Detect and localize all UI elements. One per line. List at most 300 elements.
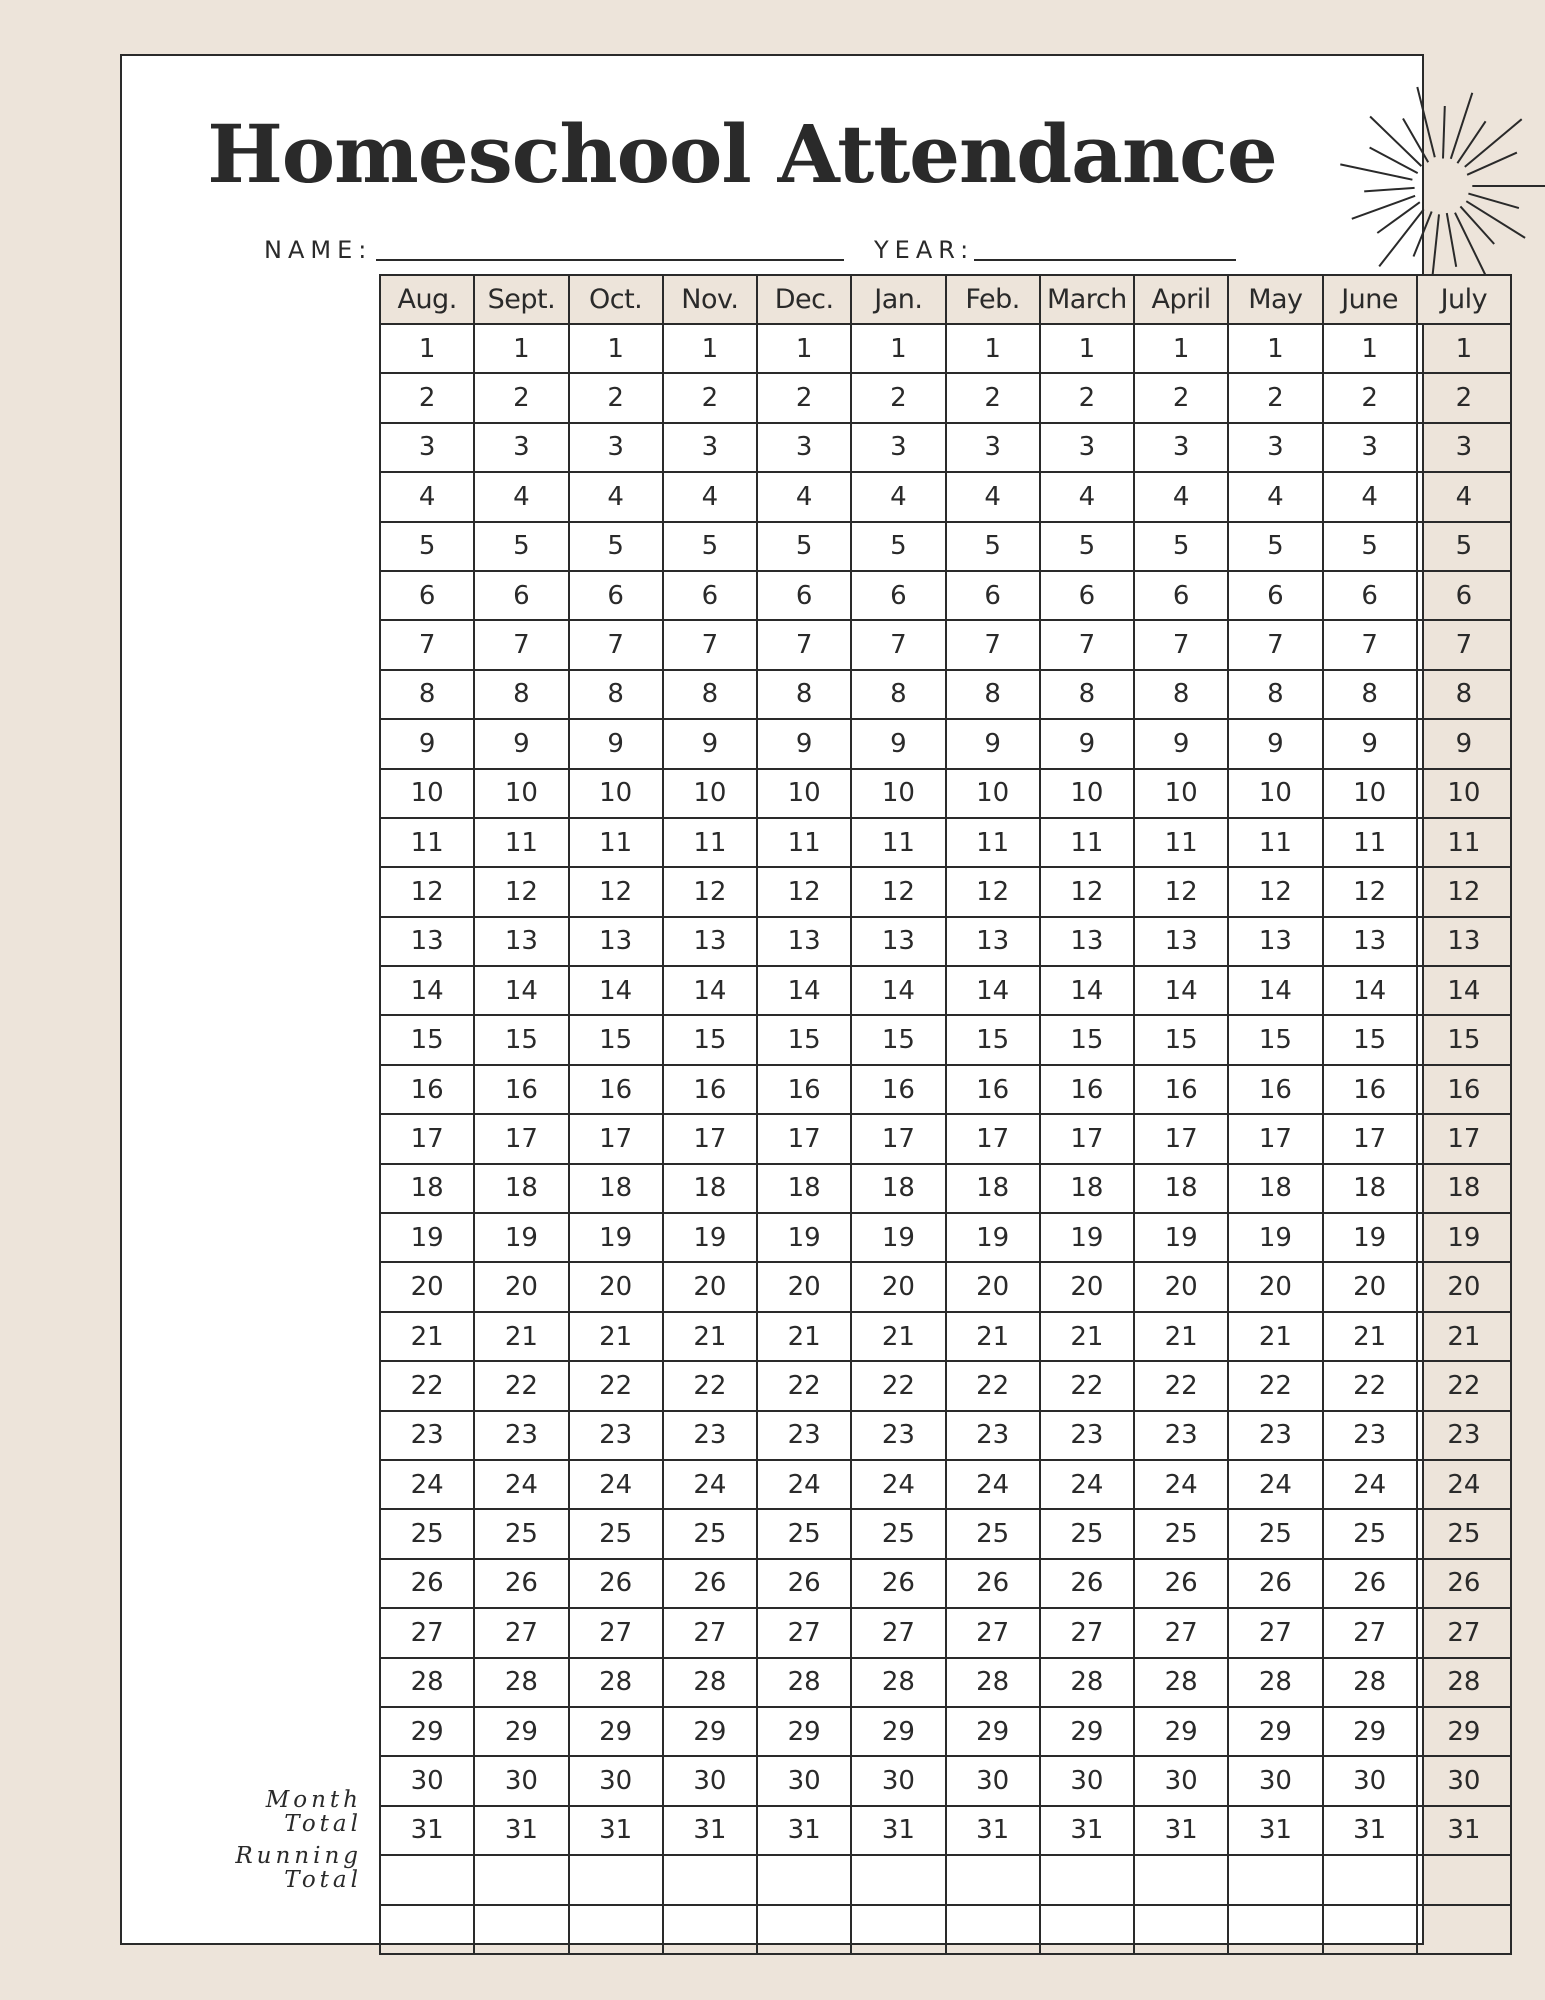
day-cell[interactable]: 8 xyxy=(1323,670,1417,719)
day-cell[interactable]: 23 xyxy=(946,1411,1040,1460)
day-cell[interactable]: 17 xyxy=(851,1114,945,1163)
day-cell[interactable]: 4 xyxy=(380,472,474,521)
day-cell[interactable]: 27 xyxy=(851,1608,945,1657)
day-cell[interactable]: 16 xyxy=(946,1065,1040,1114)
day-cell[interactable]: 26 xyxy=(1040,1559,1134,1608)
day-cell[interactable]: 24 xyxy=(946,1460,1040,1509)
day-cell[interactable]: 3 xyxy=(1417,423,1511,472)
day-cell[interactable]: 7 xyxy=(851,620,945,669)
day-cell[interactable]: 15 xyxy=(474,1015,568,1064)
day-cell[interactable]: 12 xyxy=(380,867,474,916)
day-cell[interactable]: 30 xyxy=(1134,1756,1228,1805)
day-cell[interactable]: 1 xyxy=(569,324,663,373)
day-cell[interactable]: 8 xyxy=(1040,670,1134,719)
day-cell[interactable]: 9 xyxy=(380,719,474,768)
day-cell[interactable]: 27 xyxy=(569,1608,663,1657)
day-cell[interactable]: 26 xyxy=(474,1559,568,1608)
day-cell[interactable]: 4 xyxy=(1228,472,1322,521)
day-cell[interactable]: 9 xyxy=(663,719,757,768)
day-cell[interactable]: 26 xyxy=(1228,1559,1322,1608)
day-cell[interactable]: 4 xyxy=(569,472,663,521)
day-cell[interactable]: 20 xyxy=(851,1262,945,1311)
day-cell[interactable]: 13 xyxy=(1323,917,1417,966)
day-cell[interactable]: 14 xyxy=(851,966,945,1015)
day-cell[interactable]: 8 xyxy=(851,670,945,719)
day-cell[interactable]: 28 xyxy=(1228,1658,1322,1707)
day-cell[interactable]: 11 xyxy=(1228,818,1322,867)
day-cell[interactable]: 12 xyxy=(1228,867,1322,916)
day-cell[interactable]: 6 xyxy=(1417,571,1511,620)
day-cell[interactable]: 31 xyxy=(1417,1806,1511,1855)
day-cell[interactable]: 31 xyxy=(1040,1806,1134,1855)
day-cell[interactable]: 21 xyxy=(663,1312,757,1361)
day-cell[interactable]: 24 xyxy=(569,1460,663,1509)
day-cell[interactable]: 10 xyxy=(851,769,945,818)
day-cell[interactable]: 10 xyxy=(1134,769,1228,818)
running-total-cell[interactable] xyxy=(757,1905,851,1954)
day-cell[interactable]: 17 xyxy=(1040,1114,1134,1163)
day-cell[interactable]: 29 xyxy=(851,1707,945,1756)
day-cell[interactable]: 19 xyxy=(569,1213,663,1262)
running-total-cell[interactable] xyxy=(663,1905,757,1954)
day-cell[interactable]: 23 xyxy=(851,1411,945,1460)
day-cell[interactable]: 5 xyxy=(851,522,945,571)
day-cell[interactable]: 10 xyxy=(1040,769,1134,818)
day-cell[interactable]: 2 xyxy=(757,373,851,422)
day-cell[interactable]: 12 xyxy=(474,867,568,916)
day-cell[interactable]: 20 xyxy=(757,1262,851,1311)
day-cell[interactable]: 29 xyxy=(474,1707,568,1756)
day-cell[interactable]: 16 xyxy=(1323,1065,1417,1114)
day-cell[interactable]: 11 xyxy=(757,818,851,867)
name-field[interactable] xyxy=(376,259,844,261)
day-cell[interactable]: 6 xyxy=(946,571,1040,620)
month-total-cell[interactable] xyxy=(1228,1855,1322,1904)
day-cell[interactable]: 16 xyxy=(1040,1065,1134,1114)
day-cell[interactable]: 17 xyxy=(757,1114,851,1163)
day-cell[interactable]: 23 xyxy=(1040,1411,1134,1460)
day-cell[interactable]: 26 xyxy=(946,1559,1040,1608)
day-cell[interactable]: 28 xyxy=(1323,1658,1417,1707)
day-cell[interactable]: 26 xyxy=(1417,1559,1511,1608)
day-cell[interactable]: 3 xyxy=(1228,423,1322,472)
day-cell[interactable]: 29 xyxy=(1323,1707,1417,1756)
day-cell[interactable]: 22 xyxy=(663,1361,757,1410)
day-cell[interactable]: 25 xyxy=(946,1509,1040,1558)
day-cell[interactable]: 10 xyxy=(474,769,568,818)
day-cell[interactable]: 11 xyxy=(380,818,474,867)
day-cell[interactable]: 30 xyxy=(1323,1756,1417,1805)
day-cell[interactable]: 23 xyxy=(474,1411,568,1460)
day-cell[interactable]: 15 xyxy=(757,1015,851,1064)
day-cell[interactable]: 4 xyxy=(946,472,1040,521)
day-cell[interactable]: 1 xyxy=(1134,324,1228,373)
day-cell[interactable]: 27 xyxy=(380,1608,474,1657)
day-cell[interactable]: 5 xyxy=(569,522,663,571)
day-cell[interactable]: 2 xyxy=(946,373,1040,422)
day-cell[interactable]: 8 xyxy=(569,670,663,719)
day-cell[interactable]: 8 xyxy=(663,670,757,719)
day-cell[interactable]: 28 xyxy=(569,1658,663,1707)
day-cell[interactable]: 19 xyxy=(663,1213,757,1262)
day-cell[interactable]: 10 xyxy=(380,769,474,818)
day-cell[interactable]: 24 xyxy=(1417,1460,1511,1509)
day-cell[interactable]: 1 xyxy=(1323,324,1417,373)
day-cell[interactable]: 29 xyxy=(1228,1707,1322,1756)
day-cell[interactable]: 2 xyxy=(1417,373,1511,422)
day-cell[interactable]: 11 xyxy=(474,818,568,867)
day-cell[interactable]: 2 xyxy=(1040,373,1134,422)
day-cell[interactable]: 15 xyxy=(946,1015,1040,1064)
day-cell[interactable]: 2 xyxy=(663,373,757,422)
month-total-cell[interactable] xyxy=(757,1855,851,1904)
day-cell[interactable]: 16 xyxy=(474,1065,568,1114)
day-cell[interactable]: 20 xyxy=(380,1262,474,1311)
day-cell[interactable]: 1 xyxy=(946,324,1040,373)
day-cell[interactable]: 21 xyxy=(946,1312,1040,1361)
day-cell[interactable]: 21 xyxy=(851,1312,945,1361)
day-cell[interactable]: 12 xyxy=(851,867,945,916)
day-cell[interactable]: 5 xyxy=(946,522,1040,571)
day-cell[interactable]: 22 xyxy=(380,1361,474,1410)
day-cell[interactable]: 18 xyxy=(1417,1164,1511,1213)
day-cell[interactable]: 19 xyxy=(1134,1213,1228,1262)
day-cell[interactable]: 18 xyxy=(569,1164,663,1213)
month-total-cell[interactable] xyxy=(569,1855,663,1904)
day-cell[interactable]: 21 xyxy=(1323,1312,1417,1361)
day-cell[interactable]: 9 xyxy=(1228,719,1322,768)
running-total-cell[interactable] xyxy=(1228,1905,1322,1954)
day-cell[interactable]: 10 xyxy=(663,769,757,818)
day-cell[interactable]: 5 xyxy=(1134,522,1228,571)
day-cell[interactable]: 12 xyxy=(663,867,757,916)
day-cell[interactable]: 12 xyxy=(569,867,663,916)
day-cell[interactable]: 24 xyxy=(851,1460,945,1509)
day-cell[interactable]: 5 xyxy=(663,522,757,571)
day-cell[interactable]: 25 xyxy=(1040,1509,1134,1558)
day-cell[interactable]: 28 xyxy=(946,1658,1040,1707)
day-cell[interactable]: 1 xyxy=(663,324,757,373)
month-total-cell[interactable] xyxy=(663,1855,757,1904)
day-cell[interactable]: 30 xyxy=(474,1756,568,1805)
day-cell[interactable]: 14 xyxy=(663,966,757,1015)
running-total-cell[interactable] xyxy=(1323,1905,1417,1954)
day-cell[interactable]: 24 xyxy=(474,1460,568,1509)
day-cell[interactable]: 7 xyxy=(380,620,474,669)
day-cell[interactable]: 31 xyxy=(663,1806,757,1855)
day-cell[interactable]: 7 xyxy=(663,620,757,669)
day-cell[interactable]: 16 xyxy=(1228,1065,1322,1114)
day-cell[interactable]: 7 xyxy=(1417,620,1511,669)
day-cell[interactable]: 26 xyxy=(1134,1559,1228,1608)
day-cell[interactable]: 20 xyxy=(946,1262,1040,1311)
day-cell[interactable]: 23 xyxy=(1323,1411,1417,1460)
day-cell[interactable]: 15 xyxy=(1417,1015,1511,1064)
day-cell[interactable]: 5 xyxy=(380,522,474,571)
day-cell[interactable]: 3 xyxy=(569,423,663,472)
day-cell[interactable]: 30 xyxy=(946,1756,1040,1805)
day-cell[interactable]: 28 xyxy=(380,1658,474,1707)
day-cell[interactable]: 11 xyxy=(569,818,663,867)
day-cell[interactable]: 29 xyxy=(663,1707,757,1756)
day-cell[interactable]: 23 xyxy=(1228,1411,1322,1460)
day-cell[interactable]: 13 xyxy=(474,917,568,966)
day-cell[interactable]: 29 xyxy=(380,1707,474,1756)
day-cell[interactable]: 9 xyxy=(946,719,1040,768)
day-cell[interactable]: 29 xyxy=(569,1707,663,1756)
day-cell[interactable]: 6 xyxy=(757,571,851,620)
day-cell[interactable]: 12 xyxy=(757,867,851,916)
day-cell[interactable]: 9 xyxy=(1323,719,1417,768)
day-cell[interactable]: 24 xyxy=(757,1460,851,1509)
running-total-cell[interactable] xyxy=(380,1905,474,1954)
day-cell[interactable]: 11 xyxy=(851,818,945,867)
day-cell[interactable]: 17 xyxy=(1228,1114,1322,1163)
day-cell[interactable]: 9 xyxy=(1134,719,1228,768)
day-cell[interactable]: 22 xyxy=(851,1361,945,1410)
day-cell[interactable]: 19 xyxy=(474,1213,568,1262)
day-cell[interactable]: 22 xyxy=(1228,1361,1322,1410)
day-cell[interactable]: 24 xyxy=(1134,1460,1228,1509)
day-cell[interactable]: 12 xyxy=(1134,867,1228,916)
day-cell[interactable]: 1 xyxy=(757,324,851,373)
day-cell[interactable]: 27 xyxy=(474,1608,568,1657)
day-cell[interactable]: 1 xyxy=(1417,324,1511,373)
day-cell[interactable]: 13 xyxy=(569,917,663,966)
month-total-cell[interactable] xyxy=(1323,1855,1417,1904)
day-cell[interactable]: 7 xyxy=(757,620,851,669)
day-cell[interactable]: 1 xyxy=(380,324,474,373)
day-cell[interactable]: 6 xyxy=(474,571,568,620)
day-cell[interactable]: 26 xyxy=(1323,1559,1417,1608)
day-cell[interactable]: 18 xyxy=(1134,1164,1228,1213)
day-cell[interactable]: 31 xyxy=(946,1806,1040,1855)
day-cell[interactable]: 8 xyxy=(1228,670,1322,719)
day-cell[interactable]: 31 xyxy=(569,1806,663,1855)
day-cell[interactable]: 19 xyxy=(380,1213,474,1262)
day-cell[interactable]: 12 xyxy=(1323,867,1417,916)
day-cell[interactable]: 25 xyxy=(380,1509,474,1558)
day-cell[interactable]: 2 xyxy=(851,373,945,422)
day-cell[interactable]: 28 xyxy=(663,1658,757,1707)
day-cell[interactable]: 10 xyxy=(1323,769,1417,818)
day-cell[interactable]: 11 xyxy=(946,818,1040,867)
month-total-cell[interactable] xyxy=(474,1855,568,1904)
day-cell[interactable]: 4 xyxy=(663,472,757,521)
day-cell[interactable]: 18 xyxy=(1323,1164,1417,1213)
day-cell[interactable]: 18 xyxy=(946,1164,1040,1213)
day-cell[interactable]: 22 xyxy=(1134,1361,1228,1410)
day-cell[interactable]: 4 xyxy=(851,472,945,521)
day-cell[interactable]: 18 xyxy=(380,1164,474,1213)
month-total-cell[interactable] xyxy=(1040,1855,1134,1904)
day-cell[interactable]: 14 xyxy=(1228,966,1322,1015)
day-cell[interactable]: 31 xyxy=(851,1806,945,1855)
day-cell[interactable]: 26 xyxy=(757,1559,851,1608)
day-cell[interactable]: 8 xyxy=(474,670,568,719)
day-cell[interactable]: 11 xyxy=(1134,818,1228,867)
day-cell[interactable]: 27 xyxy=(1417,1608,1511,1657)
day-cell[interactable]: 15 xyxy=(1323,1015,1417,1064)
day-cell[interactable]: 17 xyxy=(1323,1114,1417,1163)
day-cell[interactable]: 13 xyxy=(663,917,757,966)
day-cell[interactable]: 13 xyxy=(757,917,851,966)
running-total-cell[interactable] xyxy=(851,1905,945,1954)
day-cell[interactable]: 21 xyxy=(757,1312,851,1361)
day-cell[interactable]: 15 xyxy=(663,1015,757,1064)
day-cell[interactable]: 31 xyxy=(474,1806,568,1855)
day-cell[interactable]: 14 xyxy=(1040,966,1134,1015)
day-cell[interactable]: 13 xyxy=(380,917,474,966)
day-cell[interactable]: 3 xyxy=(380,423,474,472)
day-cell[interactable]: 4 xyxy=(757,472,851,521)
day-cell[interactable]: 6 xyxy=(851,571,945,620)
day-cell[interactable]: 11 xyxy=(1040,818,1134,867)
day-cell[interactable]: 17 xyxy=(474,1114,568,1163)
day-cell[interactable]: 27 xyxy=(757,1608,851,1657)
day-cell[interactable]: 5 xyxy=(474,522,568,571)
day-cell[interactable]: 24 xyxy=(1323,1460,1417,1509)
day-cell[interactable]: 19 xyxy=(946,1213,1040,1262)
day-cell[interactable]: 23 xyxy=(1134,1411,1228,1460)
day-cell[interactable]: 23 xyxy=(1417,1411,1511,1460)
running-total-cell[interactable] xyxy=(946,1905,1040,1954)
day-cell[interactable]: 11 xyxy=(1323,818,1417,867)
day-cell[interactable]: 15 xyxy=(1040,1015,1134,1064)
day-cell[interactable]: 3 xyxy=(663,423,757,472)
day-cell[interactable]: 20 xyxy=(1040,1262,1134,1311)
day-cell[interactable]: 22 xyxy=(946,1361,1040,1410)
day-cell[interactable]: 6 xyxy=(569,571,663,620)
day-cell[interactable]: 22 xyxy=(757,1361,851,1410)
day-cell[interactable]: 22 xyxy=(1417,1361,1511,1410)
day-cell[interactable]: 24 xyxy=(663,1460,757,1509)
day-cell[interactable]: 3 xyxy=(1323,423,1417,472)
day-cell[interactable]: 3 xyxy=(1040,423,1134,472)
day-cell[interactable]: 7 xyxy=(474,620,568,669)
day-cell[interactable]: 6 xyxy=(380,571,474,620)
day-cell[interactable]: 14 xyxy=(1323,966,1417,1015)
day-cell[interactable]: 17 xyxy=(380,1114,474,1163)
day-cell[interactable]: 16 xyxy=(1417,1065,1511,1114)
day-cell[interactable]: 27 xyxy=(1040,1608,1134,1657)
month-total-cell[interactable] xyxy=(1417,1855,1511,1904)
day-cell[interactable]: 10 xyxy=(569,769,663,818)
month-total-cell[interactable] xyxy=(380,1855,474,1904)
day-cell[interactable]: 22 xyxy=(1323,1361,1417,1410)
day-cell[interactable]: 30 xyxy=(1417,1756,1511,1805)
day-cell[interactable]: 19 xyxy=(757,1213,851,1262)
day-cell[interactable]: 14 xyxy=(474,966,568,1015)
day-cell[interactable]: 2 xyxy=(1228,373,1322,422)
day-cell[interactable]: 28 xyxy=(851,1658,945,1707)
day-cell[interactable]: 27 xyxy=(946,1608,1040,1657)
day-cell[interactable]: 13 xyxy=(1040,917,1134,966)
running-total-cell[interactable] xyxy=(1417,1905,1511,1954)
day-cell[interactable]: 16 xyxy=(380,1065,474,1114)
day-cell[interactable]: 14 xyxy=(757,966,851,1015)
day-cell[interactable]: 10 xyxy=(946,769,1040,818)
day-cell[interactable]: 21 xyxy=(1417,1312,1511,1361)
day-cell[interactable]: 28 xyxy=(1134,1658,1228,1707)
day-cell[interactable]: 20 xyxy=(474,1262,568,1311)
day-cell[interactable]: 14 xyxy=(1134,966,1228,1015)
day-cell[interactable]: 26 xyxy=(380,1559,474,1608)
day-cell[interactable]: 15 xyxy=(569,1015,663,1064)
day-cell[interactable]: 29 xyxy=(757,1707,851,1756)
day-cell[interactable]: 9 xyxy=(851,719,945,768)
day-cell[interactable]: 25 xyxy=(1228,1509,1322,1558)
day-cell[interactable]: 9 xyxy=(474,719,568,768)
day-cell[interactable]: 29 xyxy=(1417,1707,1511,1756)
day-cell[interactable]: 5 xyxy=(1417,522,1511,571)
day-cell[interactable]: 4 xyxy=(1040,472,1134,521)
day-cell[interactable]: 7 xyxy=(1228,620,1322,669)
day-cell[interactable]: 24 xyxy=(1040,1460,1134,1509)
day-cell[interactable]: 28 xyxy=(1417,1658,1511,1707)
day-cell[interactable]: 25 xyxy=(663,1509,757,1558)
year-field[interactable] xyxy=(974,259,1236,261)
day-cell[interactable]: 16 xyxy=(1134,1065,1228,1114)
day-cell[interactable]: 9 xyxy=(1417,719,1511,768)
day-cell[interactable]: 7 xyxy=(1040,620,1134,669)
day-cell[interactable]: 1 xyxy=(1040,324,1134,373)
day-cell[interactable]: 29 xyxy=(1040,1707,1134,1756)
day-cell[interactable]: 31 xyxy=(757,1806,851,1855)
day-cell[interactable]: 5 xyxy=(1040,522,1134,571)
day-cell[interactable]: 1 xyxy=(851,324,945,373)
day-cell[interactable]: 8 xyxy=(1134,670,1228,719)
day-cell[interactable]: 26 xyxy=(569,1559,663,1608)
day-cell[interactable]: 2 xyxy=(474,373,568,422)
day-cell[interactable]: 18 xyxy=(1040,1164,1134,1213)
day-cell[interactable]: 27 xyxy=(1323,1608,1417,1657)
running-total-cell[interactable] xyxy=(1134,1905,1228,1954)
day-cell[interactable]: 23 xyxy=(757,1411,851,1460)
day-cell[interactable]: 3 xyxy=(946,423,1040,472)
day-cell[interactable]: 18 xyxy=(1228,1164,1322,1213)
day-cell[interactable]: 30 xyxy=(663,1756,757,1805)
day-cell[interactable]: 16 xyxy=(663,1065,757,1114)
day-cell[interactable]: 25 xyxy=(474,1509,568,1558)
day-cell[interactable]: 12 xyxy=(1040,867,1134,916)
day-cell[interactable]: 13 xyxy=(1134,917,1228,966)
day-cell[interactable]: 28 xyxy=(1040,1658,1134,1707)
day-cell[interactable]: 6 xyxy=(1040,571,1134,620)
day-cell[interactable]: 21 xyxy=(1134,1312,1228,1361)
day-cell[interactable]: 21 xyxy=(1040,1312,1134,1361)
day-cell[interactable]: 24 xyxy=(1228,1460,1322,1509)
running-total-cell[interactable] xyxy=(474,1905,568,1954)
day-cell[interactable]: 30 xyxy=(380,1756,474,1805)
day-cell[interactable]: 17 xyxy=(946,1114,1040,1163)
day-cell[interactable]: 18 xyxy=(851,1164,945,1213)
day-cell[interactable]: 29 xyxy=(1134,1707,1228,1756)
day-cell[interactable]: 5 xyxy=(1323,522,1417,571)
day-cell[interactable]: 8 xyxy=(757,670,851,719)
day-cell[interactable]: 4 xyxy=(1134,472,1228,521)
day-cell[interactable]: 27 xyxy=(1228,1608,1322,1657)
month-total-cell[interactable] xyxy=(851,1855,945,1904)
day-cell[interactable]: 8 xyxy=(380,670,474,719)
day-cell[interactable]: 5 xyxy=(757,522,851,571)
day-cell[interactable]: 20 xyxy=(1228,1262,1322,1311)
day-cell[interactable]: 25 xyxy=(851,1509,945,1558)
day-cell[interactable]: 25 xyxy=(1134,1509,1228,1558)
day-cell[interactable]: 16 xyxy=(569,1065,663,1114)
day-cell[interactable]: 6 xyxy=(1323,571,1417,620)
day-cell[interactable]: 18 xyxy=(474,1164,568,1213)
